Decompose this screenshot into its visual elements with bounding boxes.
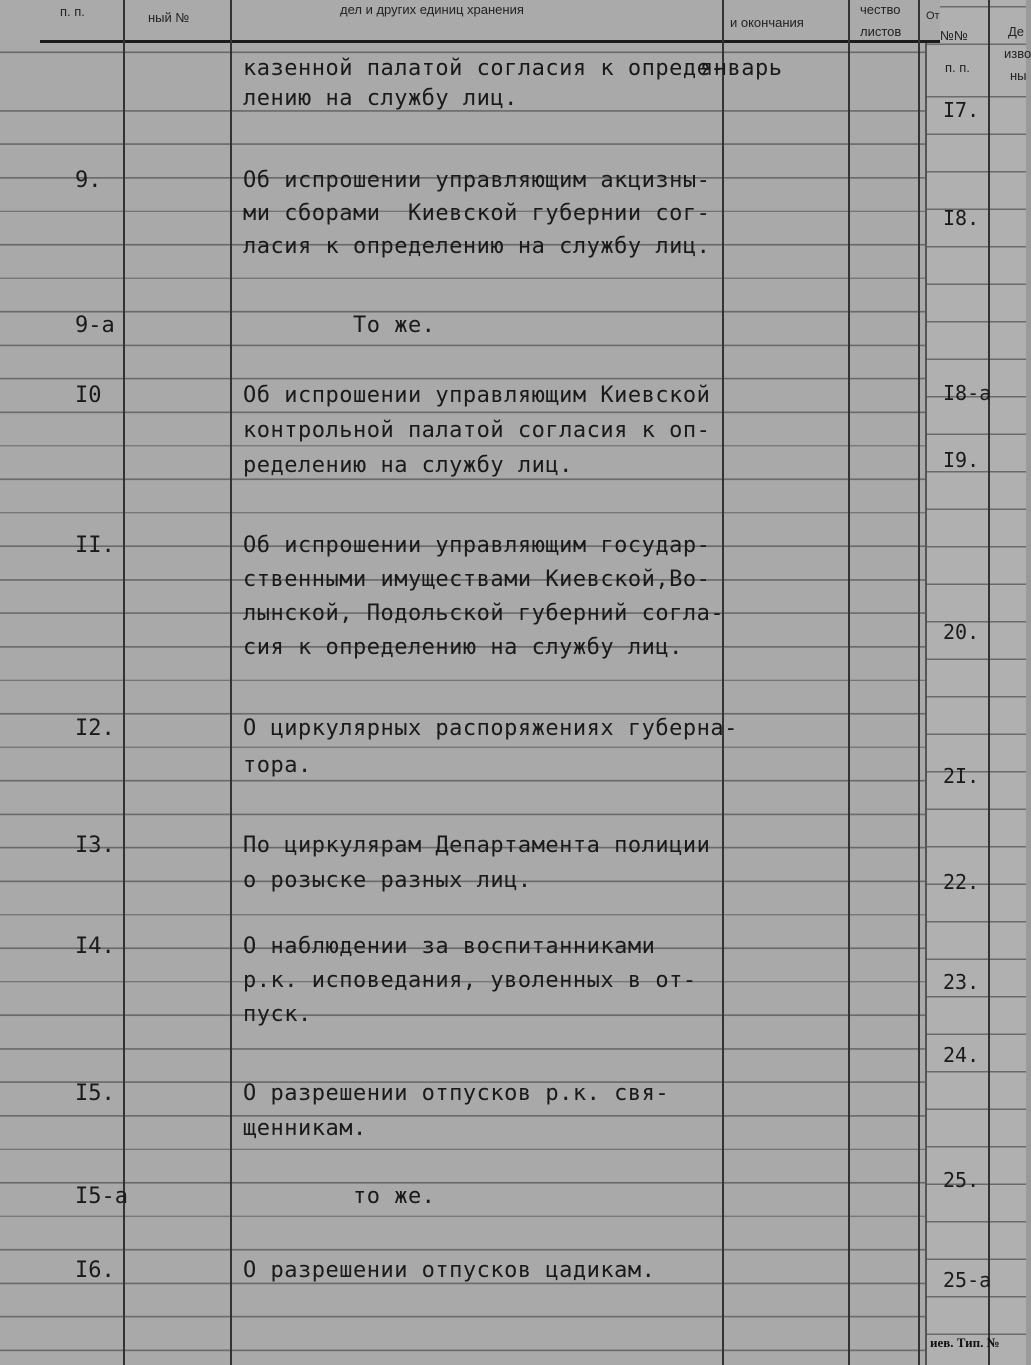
entry-number: II. xyxy=(75,533,115,558)
continuation-date: январь xyxy=(700,56,783,81)
right-page-number: I7. xyxy=(943,98,980,122)
right-page-number: 24. xyxy=(943,1043,980,1067)
header-right-num2: п. п. xyxy=(945,60,970,75)
header-right-b: изво xyxy=(1004,46,1031,61)
entry-title-line: Об испрошении управляющим государ- xyxy=(243,533,711,558)
entry-number: 9. xyxy=(75,168,102,193)
entry-title-line: ласия к определению на службу лиц. xyxy=(243,234,711,259)
printer-footer: иев. Тип. № xyxy=(930,1335,1000,1350)
entry-title-line: контрольной палатой согласия к оп- xyxy=(243,418,711,443)
column-divider xyxy=(848,0,850,1365)
entry-title-line: ми сборами Киевской губернии сог- xyxy=(243,201,711,226)
continuation-line: казенной палатой согласия к опреде- xyxy=(243,56,725,81)
header-rule xyxy=(40,40,940,43)
entry-title-line: Об испрошении управляющим акцизны- xyxy=(243,168,711,193)
entry-title-line: сия к определению на службу лиц. xyxy=(243,635,683,660)
entry-number: I4. xyxy=(75,934,115,959)
header-right-edge: От xyxy=(926,10,940,22)
right-page-number: 25-а xyxy=(943,1268,992,1292)
entry-title-line: О разрешении отпусков р.к. свя- xyxy=(243,1081,670,1106)
right-page-number: I8. xyxy=(943,206,980,230)
right-page-number: 2I. xyxy=(943,764,980,788)
entry-number: I0 xyxy=(75,383,102,408)
right-page-number: 20. xyxy=(943,620,980,644)
header-right-a: Де xyxy=(1008,24,1025,39)
entry-title-line: лынской, Подольской губерний согла- xyxy=(243,601,725,626)
entry-title-line: Об испрошении управляющим Киевской xyxy=(243,383,711,408)
continuation-line: лению на службу лиц. xyxy=(243,86,518,111)
column-divider xyxy=(722,0,724,1365)
header-right-num: №№ xyxy=(940,28,968,43)
right-page-number: I9. xyxy=(943,448,980,472)
entry-title-line: о розыске разных лиц. xyxy=(243,868,532,893)
entry-title-line: О наблюдении за воспитанниками xyxy=(243,934,656,959)
entry-title-line: щенникам. xyxy=(243,1116,367,1141)
entry-title-line: По циркулярам Департамента полиции xyxy=(243,833,711,858)
entry-number: 9-а xyxy=(75,313,115,338)
column-divider xyxy=(988,0,990,1365)
header-sheets-1: чество xyxy=(860,2,901,17)
right-page-number: 23. xyxy=(943,970,980,994)
entry-title-line: то же. xyxy=(243,1184,436,1209)
entry-number: I5-а xyxy=(75,1184,128,1209)
column-divider xyxy=(230,0,232,1365)
entry-title-line: пуск. xyxy=(243,1002,312,1027)
entry-title-line: О разрешении отпусков цадикам. xyxy=(243,1258,656,1283)
entry-title-line: р.к. исповедания, уволенных в от- xyxy=(243,968,697,993)
column-divider xyxy=(123,0,125,1365)
header-inventory: ный № xyxy=(148,10,190,25)
entry-title-line: тора. xyxy=(243,753,312,778)
right-page-number: 25. xyxy=(943,1168,980,1192)
header-num: п. п. xyxy=(60,4,85,19)
entry-title-line: ределению на службу лиц. xyxy=(243,453,573,478)
entry-number: I6. xyxy=(75,1258,115,1283)
right-page-number: 22. xyxy=(943,870,980,894)
column-divider xyxy=(918,0,920,1365)
header-title: дел и других единиц хранения xyxy=(340,2,524,17)
entry-number: I2. xyxy=(75,716,115,741)
right-page-number: I8-а xyxy=(943,381,992,405)
header-sheets-2: листов xyxy=(860,24,902,39)
entry-title-line: О циркулярных распоряжениях губерна- xyxy=(243,716,738,741)
header-right-c: ны xyxy=(1010,68,1027,83)
entry-title-line: ственными имуществами Киевской,Во- xyxy=(243,567,711,592)
entry-title-line: То же. xyxy=(243,313,436,338)
entry-number: I5. xyxy=(75,1081,115,1106)
header-end: и окончания xyxy=(730,15,804,30)
entry-number: I3. xyxy=(75,833,115,858)
underlying-page xyxy=(925,0,1026,1365)
